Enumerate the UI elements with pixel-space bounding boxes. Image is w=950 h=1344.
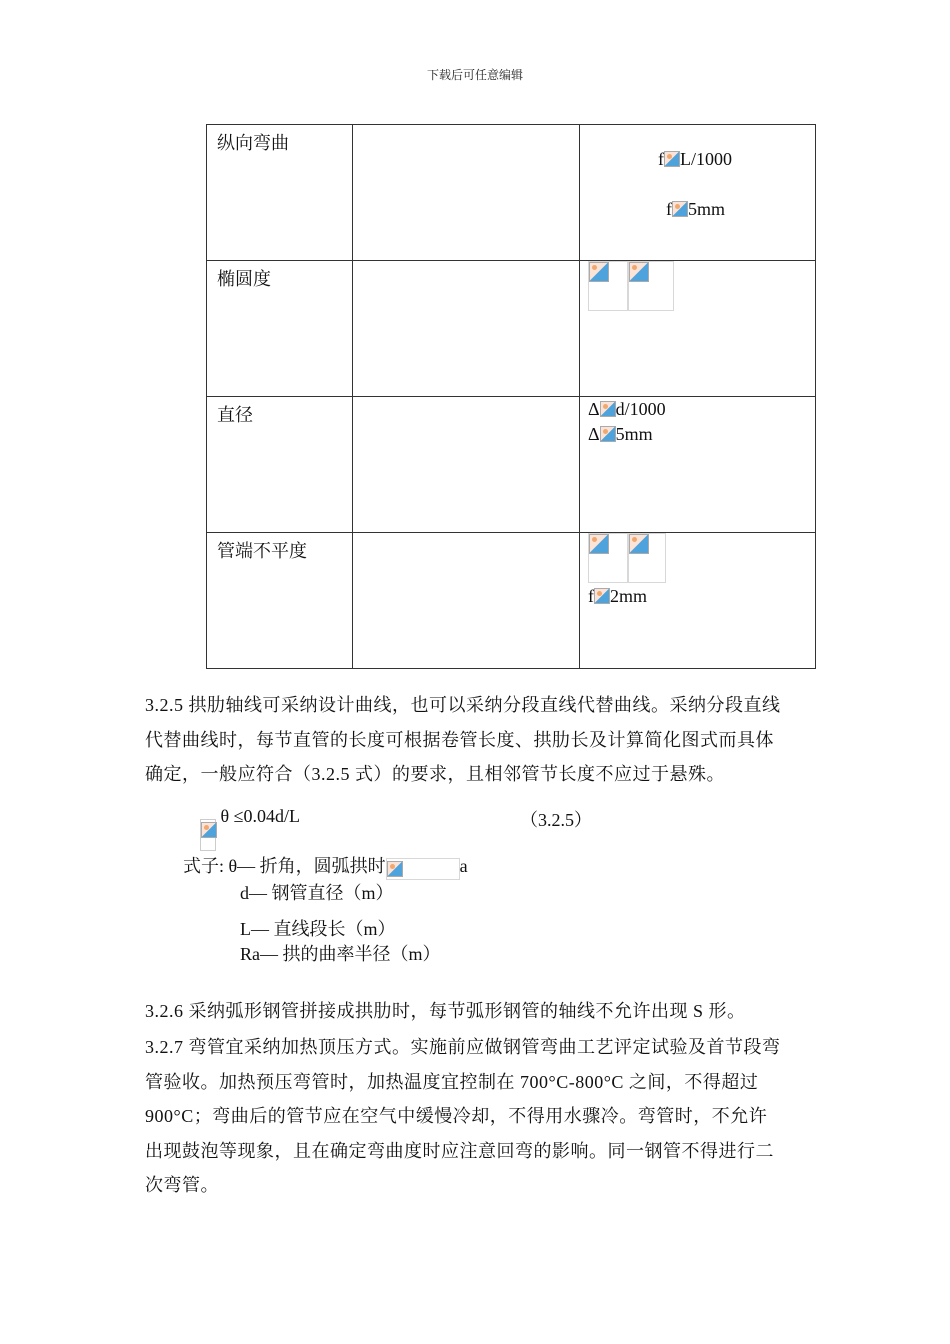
table-row: [207, 533, 816, 669]
section-3-2-5: [145, 688, 810, 792]
formula-image-icon: [201, 822, 217, 838]
table-row: [207, 261, 816, 397]
tolerance-line: Δ d/1000: [588, 399, 666, 419]
section-3-2-7: [145, 1030, 810, 1203]
paragraph-line: 3.2.6 采纳弧形钢管拼接成拱肋时，每节弧形钢管的轴线不允许出现 S 形。: [145, 1001, 746, 1021]
formula-image-icon: [589, 534, 609, 554]
formula-image-icon: [387, 861, 403, 877]
formula-line: [200, 806, 300, 851]
formula-image-icon: [664, 151, 680, 167]
formula-number: （3.2.5）: [520, 810, 592, 830]
paragraph-line: 管验收。加热预压弯管时，加热温度宜控制在 700°C-800°C 之间，不得超过: [145, 1071, 759, 1092]
paragraph-line: 次弯管。: [145, 1175, 219, 1195]
formula-image-icon: [629, 262, 649, 282]
paragraph-line: 确定，一般应符合（3.2.5 式）的要求，且相邻管节长度不应过于悬殊。: [145, 764, 725, 784]
paragraph-line: 3.2.7 弯管宜采纳加热顶压方式。实施前应做钢管弯曲工艺评定试验及首节段弯: [145, 1037, 781, 1057]
table-row: [207, 397, 816, 533]
where-L-line: L— 直线段长（m）: [240, 919, 396, 939]
tolerance-table: [206, 124, 816, 669]
tolerance-line: f 5mm: [666, 199, 726, 219]
tolerance-line: f L/1000: [658, 149, 732, 169]
paragraph-line: 出现鼓泡等现象，且在确定弯曲度时应注意回弯的影响。同一钢管不得进行二: [145, 1140, 774, 1161]
paragraph-line: 代替曲线时，每节直管的长度可根据卷管长度、拱肋长及计算简化图式而具体: [145, 729, 774, 750]
section-3-2-6: [145, 994, 810, 1029]
where-Ra-line: Ra— 拱的曲率半径（m）: [240, 944, 441, 964]
tolerance-line: f 2mm: [588, 586, 648, 606]
formula-image-group: [588, 261, 674, 311]
paragraph-line: 3.2.5 拱肋轴线可采纳设计曲线，也可以采纳分段直线代替曲线。采纳分段直线: [145, 695, 781, 715]
table-row: [207, 125, 816, 261]
formula-image-icon: [594, 588, 610, 604]
formula-image-icon: [600, 426, 616, 442]
row-label: 椭圆度: [217, 269, 271, 289]
paragraph-line: 900°C；弯曲后的管节应在空气中缓慢冷却，不得用水骤冷。弯管时，不允许: [145, 1106, 768, 1126]
row-label: 直径: [217, 405, 253, 425]
where-label: 式子:: [183, 856, 225, 876]
formula-image-icon: [629, 534, 649, 554]
formula-text: θ ≤0.04d/L: [220, 806, 300, 826]
page-header: 下载后可任意编辑: [426, 68, 523, 82]
formula-image-group: [588, 533, 666, 583]
formula-image-icon: [589, 262, 609, 282]
row-label: 纵向弯曲: [217, 133, 289, 153]
tolerance-line: Δ 5mm: [588, 424, 653, 444]
formula-image-icon: [600, 401, 616, 417]
formula-image-icon: [672, 201, 688, 217]
row-label: 管端不平度: [217, 541, 307, 561]
where-theta-line: 式子: θ— 折角，圆弧拱时 a: [183, 852, 468, 880]
where-d-line: d— 钢管直径（m）: [240, 883, 394, 903]
